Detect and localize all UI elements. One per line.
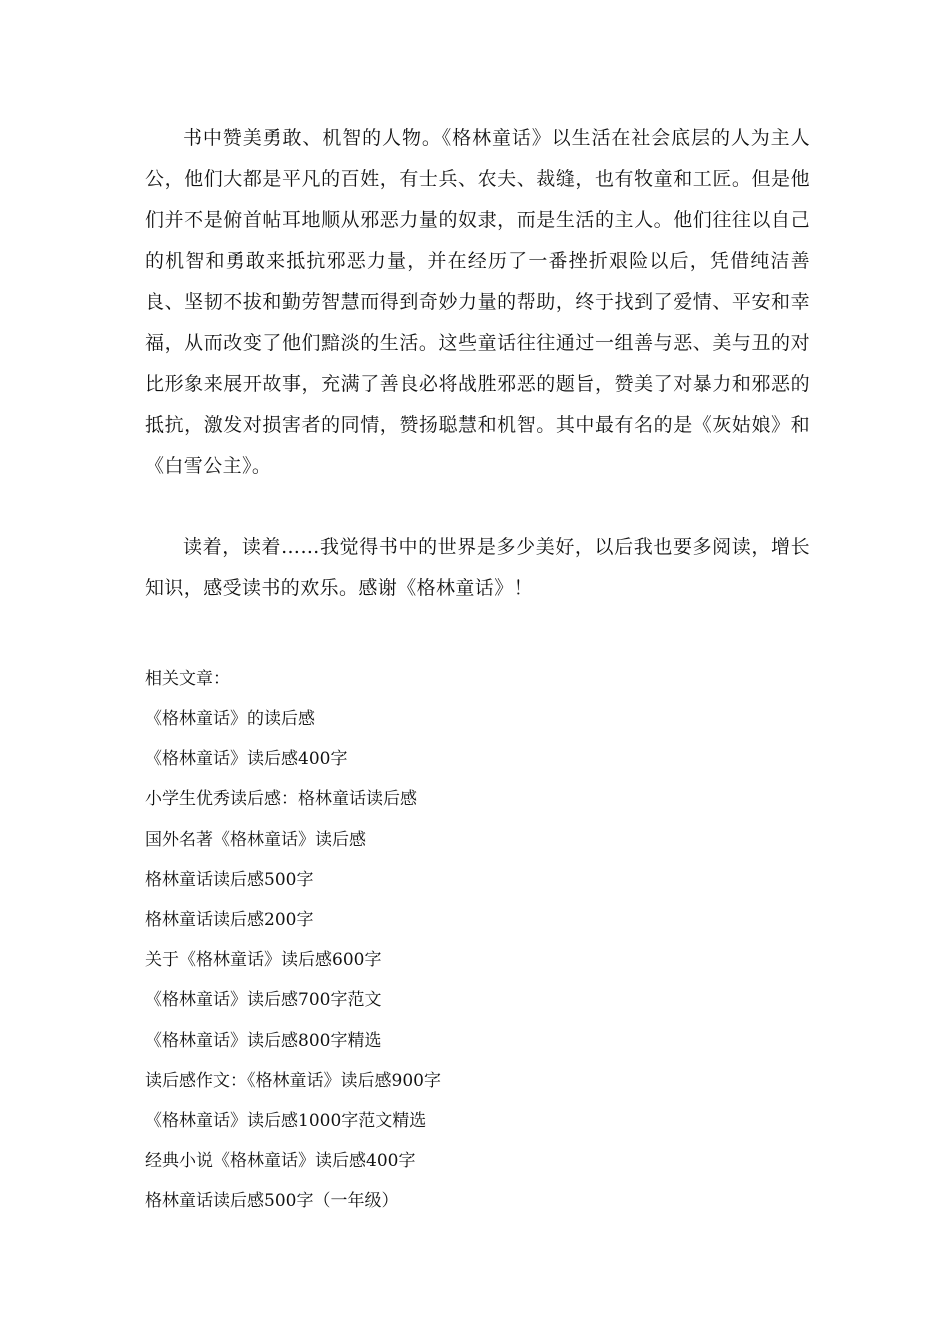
related-article-link[interactable]: 关于《格林童话》读后感600字 bbox=[145, 950, 382, 971]
related-article-link[interactable]: 读后感作文：《格林童话》读后感900字 bbox=[145, 1070, 441, 1091]
body-paragraph: 读着，读着……我觉得书中的世界是多少美好，以后我也要多阅读，增长知识，感受读书的欢乐。感谢《格林童话》！ bbox=[145, 536, 810, 599]
related-article-link[interactable]: 《格林童话》的读后感 bbox=[145, 709, 315, 729]
document-page bbox=[145, 118, 810, 1222]
related-article-link[interactable]: 《格林童话》读后感400字 bbox=[145, 749, 348, 770]
related-article-link[interactable]: 小学生优秀读后感：格林童话读后感 bbox=[145, 789, 417, 810]
body-paragraph: 书中赞美勇敢、机智的人物。《格林童话》以生活在社会底层的人为主人公，他们大都是平凡的百姓，有士兵、农夫、裁缝，也有牧童和工匠。但是他们并不是俯首帖耳地顺从邪恶力量的奴隶，而是生活的主人。他们往往以自己的机智和勇敢来抵抗邪恶力量，并在经历了一番挫折艰险以后，凭借纯洁善良、坚韧不拔和勤劳智慧而得到奇妙力量的帮助，终于找到了爱情、平安和幸福，从而改变了他们黯淡的生活。这些童话往往通过一组善与恶、美与丑的对比形象来展开故事，充满了善良必将战胜邪恶的题旨，赞美了对暴力和邪恶的抵抗，激发对损害者的同情，赞扬聪慧和机智。其中最有名的是《灰姑娘》和《白雪公主》。 bbox=[145, 127, 810, 477]
related-article-link[interactable]: 《格林童话》读后感800字精选 bbox=[145, 1030, 382, 1051]
related-article-link[interactable]: 格林童话读后感500字 bbox=[145, 869, 314, 890]
related-articles-heading: 相关文章： bbox=[145, 669, 230, 689]
related-articles bbox=[145, 659, 810, 1222]
related-article-link[interactable]: 《格林童话》读后感1000字范文精选 bbox=[145, 1111, 427, 1132]
related-article-link[interactable]: 经典小说《格林童话》读后感400字 bbox=[145, 1151, 416, 1172]
related-article-link[interactable]: 国外名著《格林童话》读后感 bbox=[145, 829, 366, 850]
related-article-link[interactable]: 格林童话读后感500字（一年级） bbox=[145, 1191, 399, 1212]
related-article-link[interactable]: 格林童话读后感200字 bbox=[145, 910, 314, 931]
related-articles-list bbox=[145, 699, 810, 1222]
related-article-link[interactable]: 《格林童话》读后感700字范文 bbox=[145, 990, 382, 1011]
